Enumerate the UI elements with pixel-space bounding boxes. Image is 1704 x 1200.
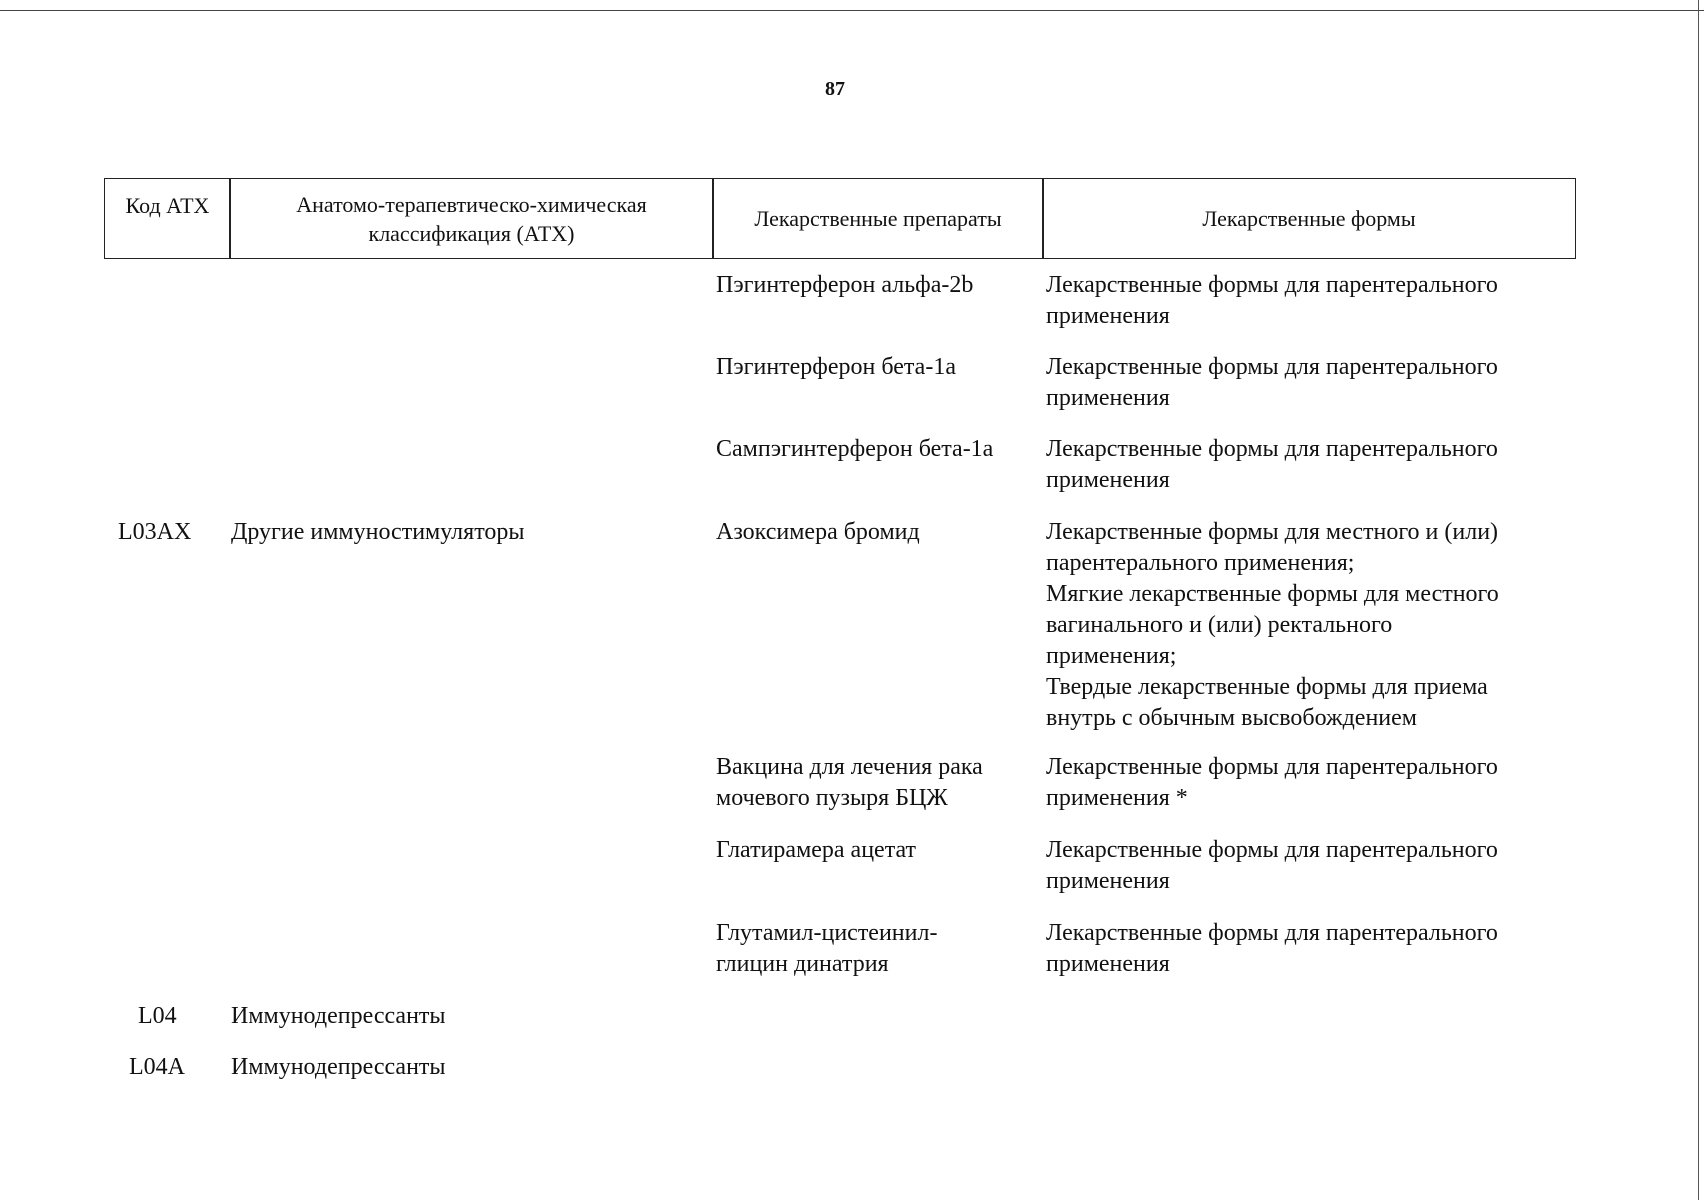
header-classification-line2: классификация (АТХ) bbox=[368, 220, 575, 246]
header-drugs bbox=[712, 178, 1044, 259]
header-classification bbox=[229, 178, 714, 259]
scan-edge-top bbox=[0, 10, 1704, 11]
table-row-drug: Глутамил-цистеинил- глицин динатрия bbox=[716, 920, 938, 977]
table-row-form: Лекарственные формы для парентерального применения bbox=[1046, 354, 1498, 411]
table-row-form: Лекарственные формы для парентерального применения bbox=[1046, 837, 1498, 894]
header-forms-label: Лекарственные формы bbox=[1202, 206, 1416, 231]
page-number: 87 bbox=[825, 78, 845, 100]
table-row-drug: Сампэгинтерферон бета-1a bbox=[716, 436, 994, 462]
scan-edge-right bbox=[1698, 0, 1699, 1200]
table-row-form: Лекарственные формы для парентерального применения bbox=[1046, 436, 1498, 493]
table-row-drug: Азоксимера бромид bbox=[716, 519, 920, 545]
table-row-code: L04 bbox=[138, 1003, 177, 1029]
table-row-code: L04A bbox=[129, 1054, 185, 1080]
table-row-code: L03AX bbox=[118, 519, 192, 545]
table-row-classification: Иммунодепрессанты bbox=[231, 1054, 446, 1080]
header-code-label: Код АТХ bbox=[125, 193, 210, 218]
header-code bbox=[104, 178, 231, 259]
table-row-classification: Иммунодепрессанты bbox=[231, 1003, 446, 1029]
table-row-drug: Пэгинтерферон бета-1a bbox=[716, 354, 956, 380]
header-forms bbox=[1042, 178, 1576, 259]
table-row-form: Лекарственные формы для местного и (или) парентерального применения; Мягкие лекарственные формы для местного вагинального и (или) ректального применения; Твердые лекарственные формы для приема внутрь с обычным высвобождением bbox=[1046, 519, 1499, 731]
header-classification-line1: Анатомо-терапевтическо-химическая bbox=[296, 191, 647, 217]
table-row-drug: Пэгинтерферон альфа-2b bbox=[716, 272, 974, 298]
table-row-form: Лекарственные формы для парентерального применения bbox=[1046, 920, 1498, 977]
table-row-drug: Вакцина для лечения рака мочевого пузыря БЦЖ bbox=[716, 754, 983, 811]
table-row-classification: Другие иммуностимуляторы bbox=[231, 519, 525, 545]
header-drugs-label: Лекарственные препараты bbox=[754, 206, 1002, 231]
table-row-form: Лекарственные формы для парентерального применения * bbox=[1046, 754, 1498, 811]
table-row-form: Лекарственные формы для парентерального применения bbox=[1046, 272, 1498, 329]
table-row-drug: Глатирамера ацетат bbox=[716, 837, 917, 863]
